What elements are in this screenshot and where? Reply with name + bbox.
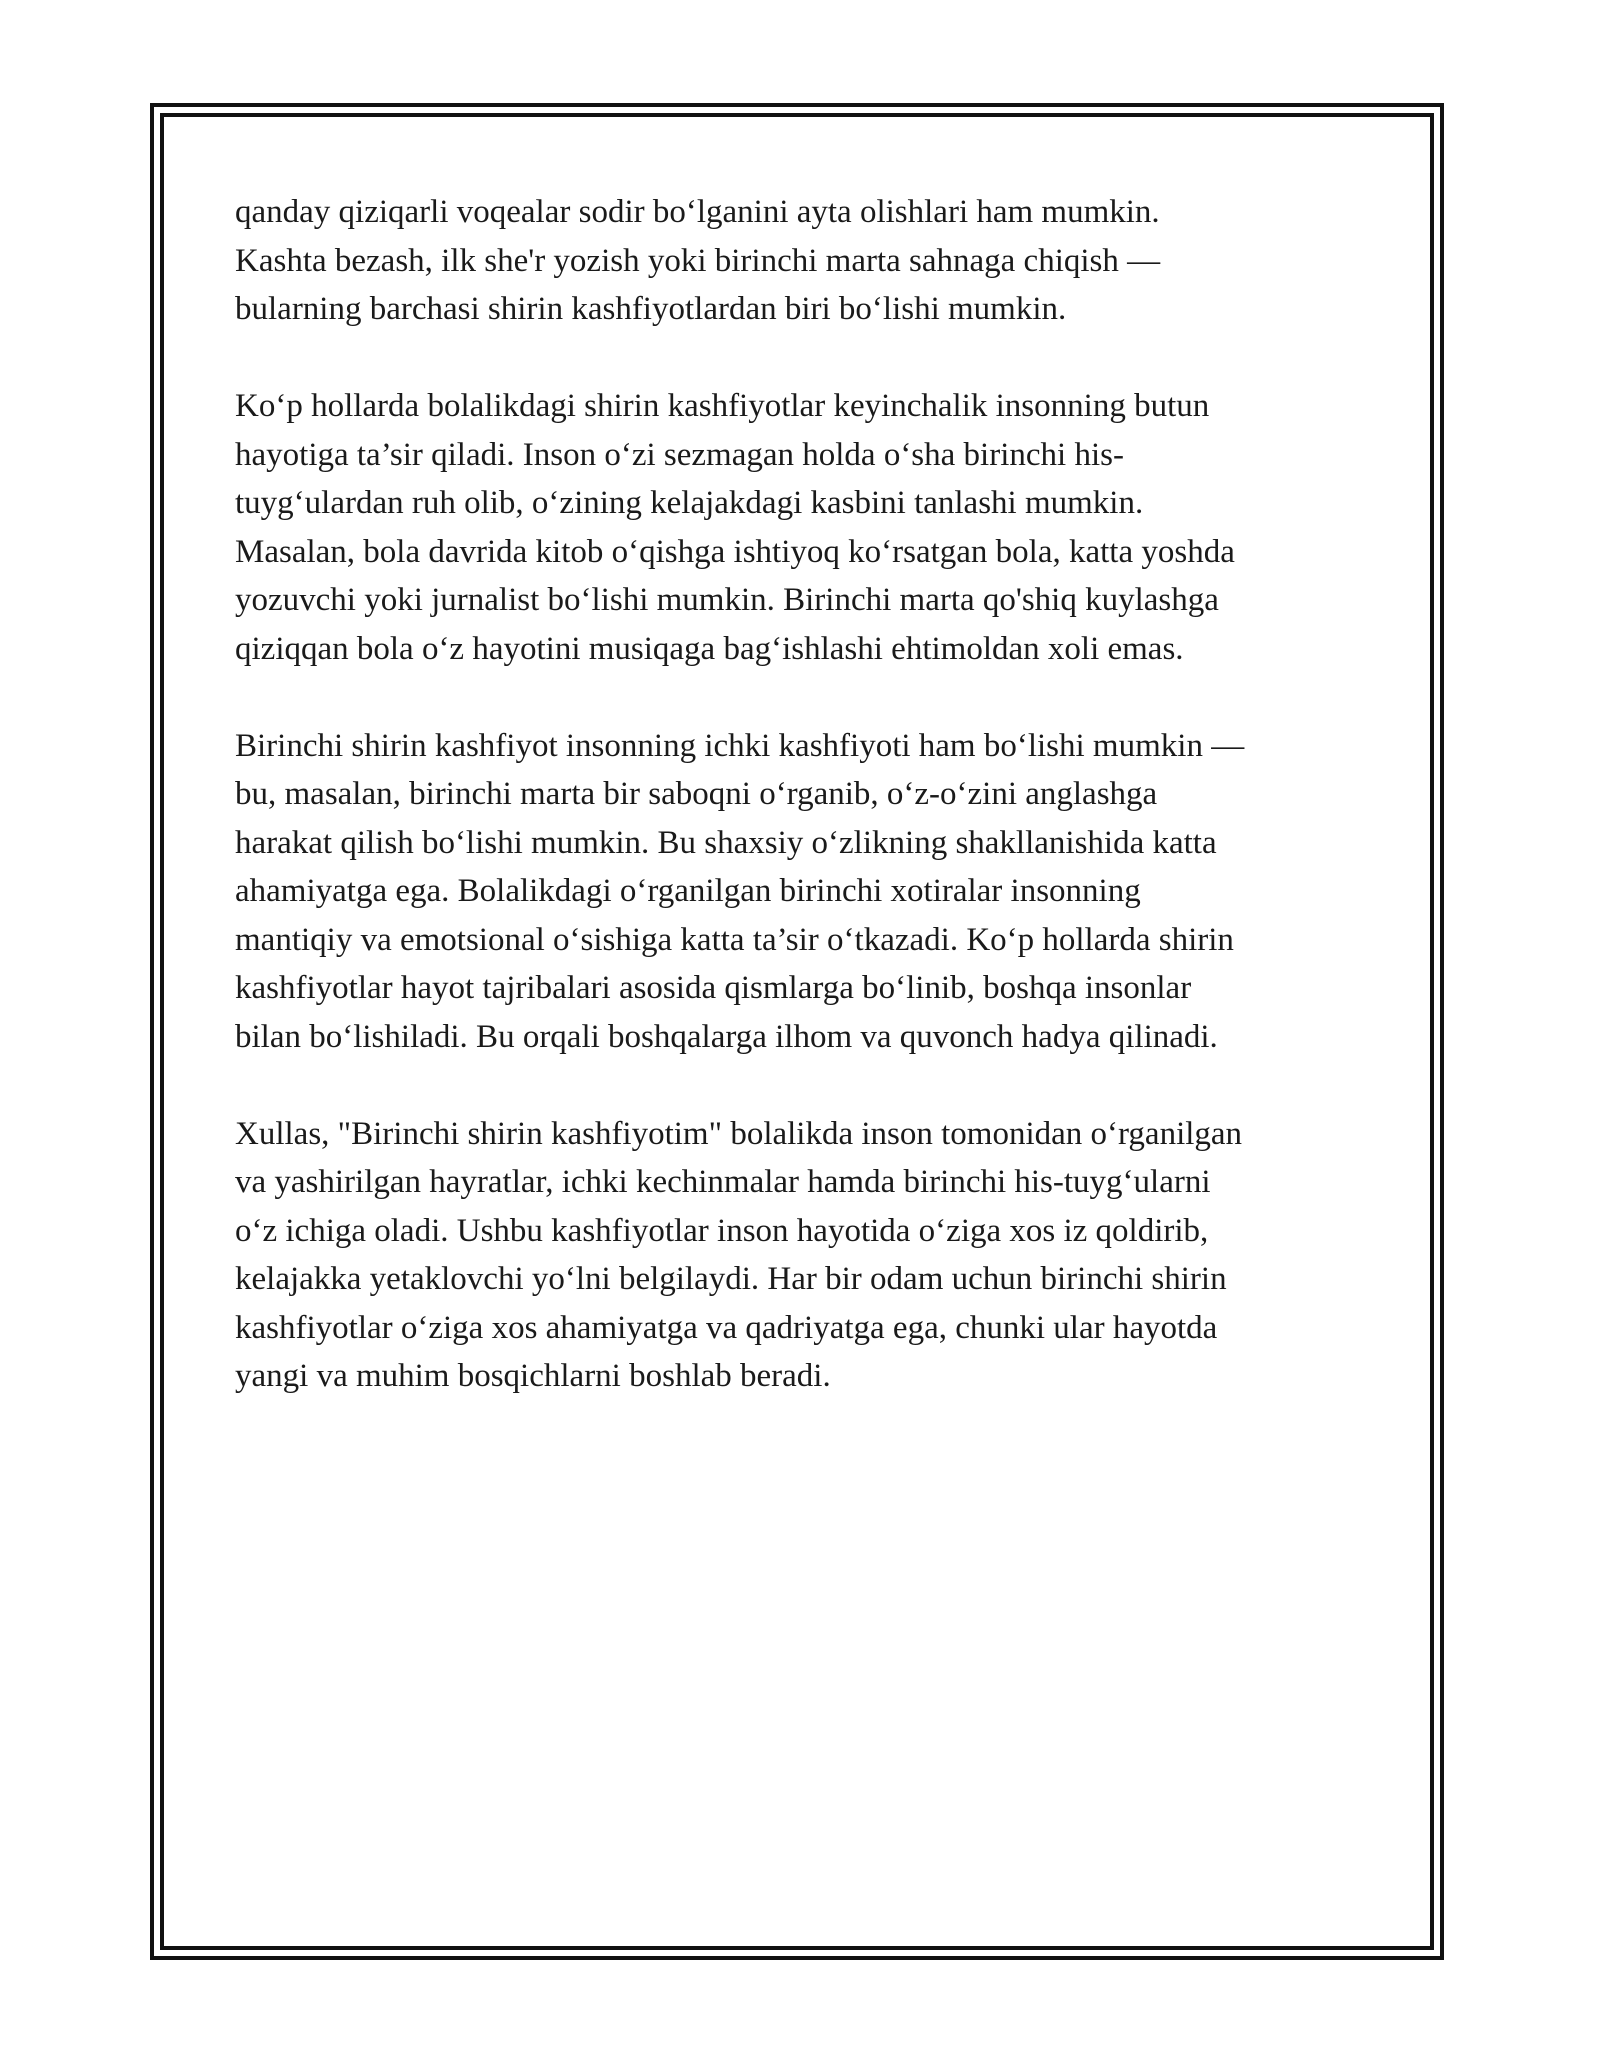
paragraph-3: Birinchi shirin kashfiyot insonning ichki kashfiyoti ham bo‘lishi mumkin — bu, masalan, birinchi marta bir saboqni o‘rganib, o‘z-o‘zini anglashga harakat qilish bo‘lishi mumkin. Bu shaxsiy o‘zlikning shakllanishida katta ahamiyatga ega. Bolalikdagi o‘rganilgan birinchi xotiralar insonning mantiqiy va emotsional o‘sishiga katta ta’sir o‘tkazadi. Ko‘p hollarda shirin kashfiyotlar hayot tajribalari asosida qismlarga bo‘linib, boshqa insonlar bilan bo‘lishiladi. Bu orqali boshqalarga ilhom va quvonch hadya qilinadi.: [235, 727, 1245, 1055]
paragraph-4: Xullas, "Birinchi shirin kashfiyotim" bolalikda inson tomonidan o‘rganilgan va yashirilgan hayratlar, ichki kechinmalar hamda birinchi his-tuyg‘ularni o‘z ichiga oladi. Ushbu kashfiyotlar inson hayotida o‘ziga xos iz qoldirib, kelajakka yetaklovchi yo‘lni belgilaydi. Har bir odam uchun birinchi shirin kashfiyotlar o‘ziga xos ahamiyatga va qadriyatga ega, chunki ular hayotda yangi va muhim bosqichlarni boshlab beradi.: [235, 1115, 1243, 1394]
paragraph-2: Ko‘p hollarda bolalikdagi shirin kashfiyotlar keyinchalik insonning butun hayotiga ta’sir qiladi. Inson o‘zi sezmagan holda o‘sha birinchi his- tuyg‘ulardan ruh olib, o‘zining kelajakdagi kasbini tanlashi mumkin. Masalan, bola davrida kitob o‘qishga ishtiyoq ko‘rsatgan bola, katta yoshda yozuvchi yoki jurnalist bo‘lishi mumkin. Birinchi marta qo'shiq kuylashga qiziqqan bola o‘z hayotini musiqaga bag‘ishlashi ehtimoldan xoli emas.: [235, 388, 1235, 667]
document-body: [235, 188, 1370, 1449]
paragraph-1: qanday qiziqarli voqealar sodir bo‘lganini ayta olishlari ham mumkin. Kashta bezash, ilk she'r yozish yoki birinchi marta sahnaga chiqish — bularning barchasi shirin kashfiyotlardan biri bo‘lishi mumkin.: [235, 194, 1161, 327]
